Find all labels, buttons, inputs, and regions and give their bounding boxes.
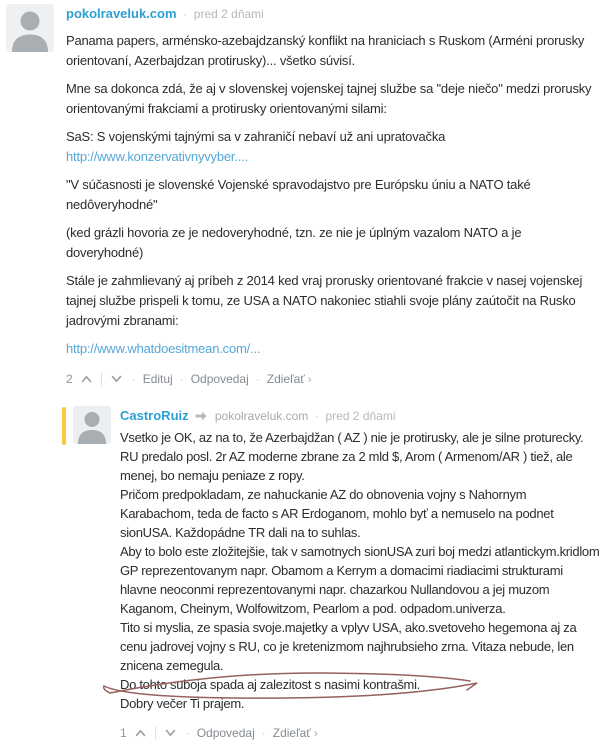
comment-body <box>66 4 600 392</box>
comment-paragraph-link <box>66 339 600 359</box>
share-button[interactable] <box>273 726 318 740</box>
reply-line: Tito si myslia, ze spasia svoje.majetky a vplyv USA, ako.svetoveho hegemona aj za cenu jadrovej vojny s RU, co je kretenizmom najhrubsieho zrna. Vitaza nebude, len znicena zemegula. <box>120 620 577 673</box>
chevron-up-icon <box>135 729 146 737</box>
chevron-up-icon <box>81 375 92 383</box>
upvote-count: 2 <box>66 372 73 386</box>
downvote-button[interactable] <box>162 729 179 737</box>
action-separator: · <box>179 372 184 386</box>
circled-sentence: Do tohto suboja spada aj zalezitost s nasimi kontrašmi. <box>120 677 420 692</box>
comment-reply <box>62 406 600 746</box>
meta-separator: · <box>183 7 188 21</box>
comment-paragraph: SaS: S vojenskými tajnými sa v zahraničí nebaví už ani upratovačka <box>66 129 446 144</box>
reply-button[interactable]: Odpovedaj <box>190 372 249 386</box>
external-link-whatdoesitmean[interactable]: http://www.whatdoesitmean.com/... <box>66 341 261 356</box>
comment-header <box>66 5 600 23</box>
action-separator: · <box>131 372 136 386</box>
reply-line: Pričom predpokladam, ze nahuckanie AZ do obnovenia vojny s Nahornym Karabachom, teda de facto s AR Erdoganom, mohlo byť a nemuselo na podnet sionUSA. Každopádne TR dali na to suhlas. <box>120 487 554 540</box>
vote-divider <box>155 726 156 740</box>
comment-timestamp[interactable]: pred 2 dňami <box>193 7 264 21</box>
comment-paragraph: "V súčasnosti je slovenské Vojenské spravodajstvo pre Európsku úniu a NATO také nedôveryhodné" <box>66 177 531 212</box>
reply-header <box>120 407 600 425</box>
reply-line: Dobry večer Ti prajem. <box>120 696 245 711</box>
share-label: Zdieľať <box>266 372 305 386</box>
avatar[interactable] <box>73 406 111 444</box>
reply-body <box>120 406 600 746</box>
comment-paragraph: (ked grázli hovoria ze je nedoveryhodné, tzn. ze nie je úplným vazalom NATO a je doveryhodné) <box>66 225 522 260</box>
person-icon <box>6 4 54 52</box>
share-button[interactable] <box>267 372 312 386</box>
action-separator: · <box>261 726 266 740</box>
edit-button[interactable]: Edituj <box>142 372 173 386</box>
chevron-down-icon <box>165 729 176 737</box>
comment-action-bar <box>66 372 600 386</box>
reply-button[interactable]: Odpovedaj <box>196 726 255 740</box>
upvote-button[interactable] <box>78 375 95 383</box>
person-icon <box>73 406 111 444</box>
author-link[interactable]: pokolraveluk.com <box>66 6 177 21</box>
vote-divider <box>101 372 102 386</box>
comment-timestamp[interactable]: pred 2 dňami <box>325 409 396 423</box>
upvote-button[interactable] <box>132 729 149 737</box>
reply-line: Aby to bolo este zložitejšie, tak v samotnych sionUSA zuri boj medzi atlantickym.kridlom GP reprezentovanym napr. Obamom a Kerrym a domacimi riadiacimi strukturami hlavne neoconmi reprezentovanymi napr. chazarkou Nullandovou a jej muzom Kaganom, Cheinym, Wolfowitzom, Pearlom a pod. odpadom.univerza. <box>120 544 600 616</box>
action-separator: · <box>255 372 260 386</box>
share-chevron-icon: › <box>307 372 312 386</box>
share-label: Zdieľať <box>272 726 311 740</box>
new-comment-indicator-bar <box>62 407 66 445</box>
comment-paragraph-link <box>66 147 600 167</box>
chevron-down-icon <box>111 375 122 383</box>
parent-author-link[interactable]: pokolraveluk.com <box>214 409 309 423</box>
avatar[interactable] <box>6 4 54 52</box>
in-reply-to-arrow-icon <box>195 408 207 425</box>
reply-line-circled <box>120 675 600 694</box>
comment-paragraph: Mne sa dokonca zdá, že aj v slovenskej vojenskej tajnej službe sa "deje niečo" medzi prorusky orientovanými frakciami a protirusky orientovanými silami: <box>66 81 592 116</box>
action-separator: · <box>185 726 190 740</box>
reply-line: Vsetko je OK, az na to, že Azerbajdžan ( AZ ) nie je protirusky, ale je silne proturecky. RU predalo posl. 2r AZ moderne zbrane za 2 mld $, Arom ( Armenom/AR ) tiež, ale menej, bo nemaju peniaze z ropy. <box>120 430 584 483</box>
meta-separator: · <box>314 409 319 423</box>
author-link[interactable]: CastroRuiz <box>120 408 189 423</box>
comment-paragraph: Panama papers, arménsko-azebajdzanský konflikt na hraniciach s Ruskom (Arméni prorusky orientovaní, Azerbajdzan protirusky)... všetko súvisí. <box>66 33 585 68</box>
share-chevron-icon: › <box>313 726 318 740</box>
external-link-konzervativnyvyber[interactable]: http://www.konzervativnyvyber.... <box>66 149 248 164</box>
reply-text <box>120 428 600 713</box>
reply-action-bar <box>120 726 600 740</box>
comment-main <box>6 4 600 392</box>
comment-paragraph: Stále je zahmlievaný aj príbeh z 2014 ked vraj prorusky orientované frakcie v nasej vojenskej tajnej službe prispeli k tomu, ze USA a NATO nakoniec stiahli svoje plány zaútočit na Rusko jadrovými zbranami: <box>66 273 583 328</box>
downvote-button[interactable] <box>108 375 125 383</box>
upvote-count: 1 <box>120 726 127 740</box>
